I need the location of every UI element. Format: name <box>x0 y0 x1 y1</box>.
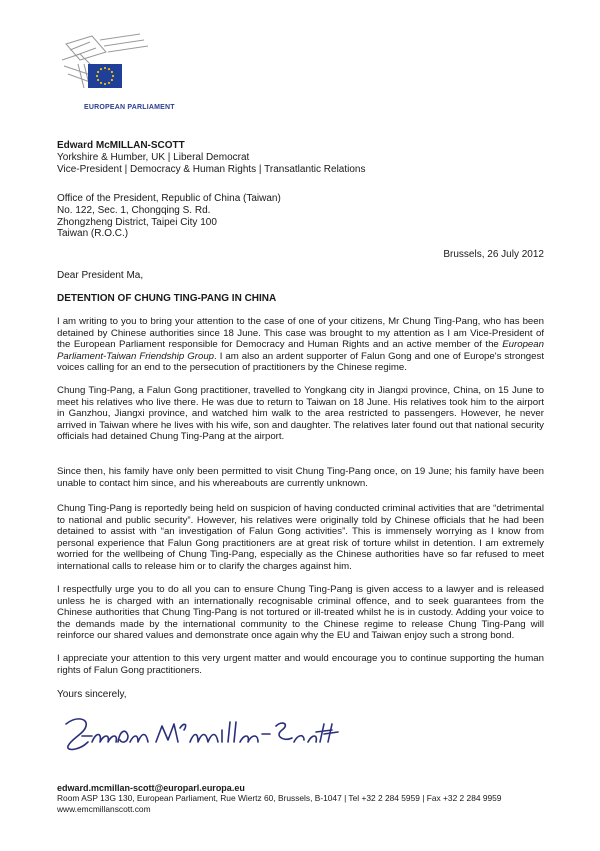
recipient-line: No. 122, Sec. 1, Chongqing S. Rd. <box>57 204 211 216</box>
subject-line: DETENTION OF CHUNG TING-PANG IN CHINA <box>57 293 277 304</box>
body-paragraph-2: Chung Ting-Pang, a Falun Gong practitioner, travelled to Yongkang city in Jiangxi province, China, on 15 June to meet his relatives who live there. He was due to return to Taiwan on 18 June. His relatives took him to the airport in Ganzhou, Jiangxi province, and watched him walk to the area restricted to passengers. However, he never arrived in Taiwan where he lives with his wife, son and daughter. The relatives later found out that national security officials had detained Chung Ting-Pang at the airport. <box>57 385 544 442</box>
flag-star-icon <box>97 71 99 73</box>
footer-website: www.emcmillanscott.com <box>57 803 151 814</box>
letter-footer <box>57 783 501 814</box>
sender-constituency: Yorkshire & Humber, UK | Liberal Democrat <box>57 151 250 163</box>
salutation: Dear President Ma, <box>57 270 144 281</box>
friendship-group-name: European Parliament-Taiwan Friendship Group <box>57 339 544 362</box>
flag-star-icon <box>100 82 102 84</box>
handwritten-signature <box>62 712 342 758</box>
letter-date: Brussels, 26 July 2012 <box>443 249 544 260</box>
closing: Yours sincerely, <box>57 689 127 700</box>
body-paragraph-4: Chung Ting-Pang is reportedly being held on suspicion of having conducted criminal activities that are “detrimental to national and public security”. However, his relatives were originally told by Chinese officials that he had been detained to assist with “an investigation of Falun Gong activities”. This is immensely worrying as I know from personal experience that Falun Gong practitioners are at great risk of torture whilst in detention. I am extremely worried for the wellbeing of Chung Ting-Pang, especially as the Chinese authorities have so far refused to meet international calls to release him or to clarify the charges against him. <box>57 503 544 572</box>
flag-star-icon <box>100 68 102 70</box>
logo-text: EUROPEAN PARLIAMENT <box>84 104 175 111</box>
recipient-line: Taiwan (R.O.C.) <box>57 228 129 240</box>
sender-name: Edward McMILLAN-SCOTT <box>57 140 185 151</box>
paragraph-text: . I am also an ardent supporter of Falun Gong and one of Europe's strongest voices calling for an end to the persecution of practitioners by the Chinese regime. <box>57 350 544 373</box>
body-paragraph-5: I respectfully urge you to do all you can to ensure Chung Ting-Pang is given access to a lawyer and is released unless he is charged with an internationally recognisable criminal offence, and to seek guarantees from the Chinese authorities that Chung Ting-Pang is not tortured or ill-treated whilst he is in custody. Adding your voice to the demands made by the international community to the Chinese regime to release Chung Ting-Pang will reinforce our shared values and demonstrate once again why the EU and Taiwan enjoy such a strong bond. <box>57 584 544 641</box>
footer-email: edward.mcmillan-scott@europarl.europa.eu <box>57 783 245 793</box>
flag-star-icon <box>108 82 110 84</box>
flag-star-icon <box>111 79 113 81</box>
recipient-address <box>57 193 281 240</box>
flag-star-icon <box>104 67 106 69</box>
recipient-line: Zhongzheng District, Taipei City 100 <box>57 216 217 228</box>
flag-star-icon <box>108 68 110 70</box>
european-parliament-logo <box>60 30 190 120</box>
paragraph-text: I am writing to you to bring your attention to the case of one of your citizens, Mr Chung Ting-Pang, who has been detained by Chinese authorities since 18 June. This case was brought to my attention as I am Vice-President of the European Parliament responsible for Democracy and Human Rights and an active member of the <box>57 316 544 350</box>
flag-star-icon <box>111 71 113 73</box>
body-paragraph-1 <box>57 316 544 374</box>
recipient-line: Office of the President, Republic of China (Taiwan) <box>57 193 281 204</box>
body-paragraph-3: Since then, his family have only been permitted to visit Chung Ting-Pang once, on 19 June; his family have been unable to contact him since, and his whereabouts are currently unknown. <box>57 466 544 489</box>
footer-address: Room ASP 13G 130, European Parliament, Rue Wiertz 60, Brussels, B-1047 | Tel +32 2 284 5959 | Fax +32 2 284 9959 <box>57 793 502 804</box>
flag-star-icon <box>97 79 99 81</box>
flag-star-icon <box>96 75 98 77</box>
body-paragraph-6: I appreciate your attention to this very urgent matter and would encourage you to continue supporting the human rights of Falun Gong practitioners. <box>57 653 544 676</box>
sender-roles: Vice-President | Democracy & Human Rights | Transatlantic Relations <box>57 163 366 175</box>
flag-star-icon <box>112 75 114 77</box>
flag-star-icon <box>104 83 106 85</box>
sender-block <box>57 140 365 175</box>
signature-icon <box>62 712 342 758</box>
